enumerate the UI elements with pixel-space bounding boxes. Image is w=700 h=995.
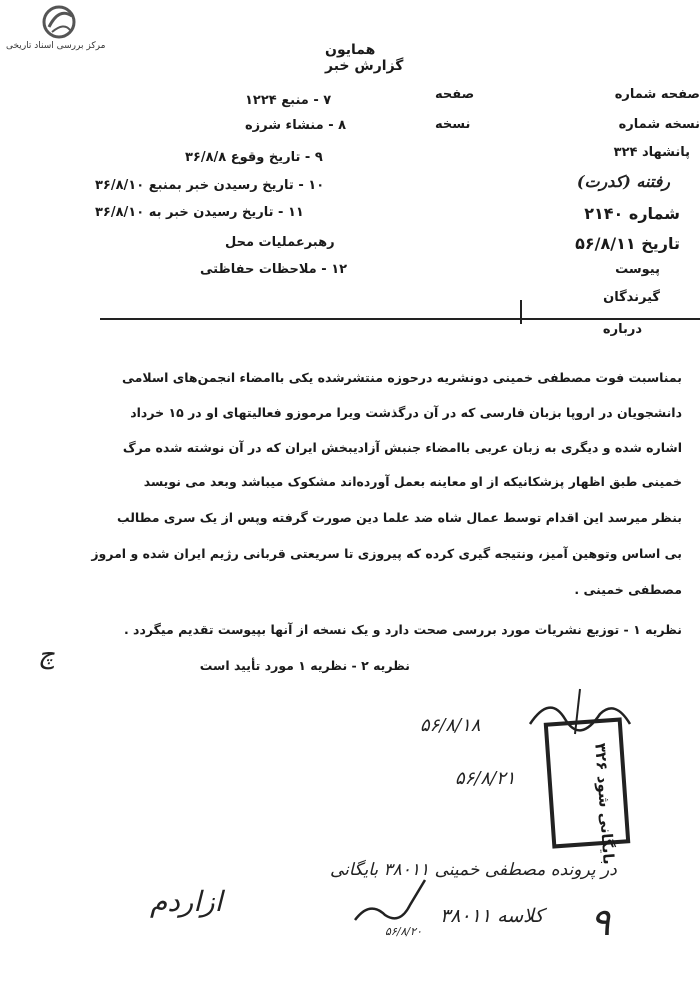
field-security-notes: ۱۲ - ملاحظات حفاظتی <box>200 262 348 277</box>
lead-field: پانشهاد ۳۲۴ <box>613 145 690 160</box>
body-line-3: اشاره شده و دیگری به زبان عربی باامضاء جنبش آزادیبخش ایران که در آن نوشته شده مرگ <box>122 440 682 455</box>
recipients-label: گیرندگان <box>603 290 660 305</box>
about-label: درباره <box>602 322 642 337</box>
logo-text: مرکز بررسی اسناد تاریخی <box>6 41 106 51</box>
handwritten-page-number: ۹ <box>590 900 611 944</box>
body-line-7: مصطفی خمینی . <box>574 582 682 597</box>
report-title: گزارش خبر <box>325 58 404 74</box>
note-1: نظریه ۱ - توزیع نشریات مورد بررسی صحت دارد و یک نسخه از آنها بپیوست تقدیم میگردد . <box>123 622 682 637</box>
date-field: تاریخ ۵۶/۸/۱۱ <box>575 234 680 253</box>
handwritten-date-2: ۵۶/۸/۲۱ <box>455 768 516 789</box>
page-label: صفحه <box>435 87 475 102</box>
handwritten-archive-note: در پرونده مصطفی خمینی ۳۸۰۱۱ بایگانی <box>330 860 617 880</box>
copy-label: نسخه <box>435 117 471 132</box>
header-line1: همایون <box>325 42 376 58</box>
signature-mark-icon <box>520 684 650 744</box>
body-line-4: خمینی طبق اظهار پزشکانیکه از او معاینه بعمل آورده‌اند مشکوک میباشد وبعد می نویسد <box>143 474 682 489</box>
divider-tick <box>520 300 522 324</box>
note-2: نظریه ۲ - نظریه ۱ مورد تأیید است <box>199 658 410 673</box>
number-field: شماره ۲۱۴۰ <box>584 204 680 223</box>
field-source: ۷ - منبع ۱۲۲۴ <box>245 93 332 108</box>
field-occurrence-date: ۹ - تاریخ وقوع ۳۶/۸/۸ <box>185 150 323 165</box>
divider-line <box>100 318 700 320</box>
attachment-label: پیوست <box>615 262 660 277</box>
local-chief-label: رهبرعملیات محل <box>225 235 335 250</box>
body-line-5: بنظر میرسد این اقدام توسط عمال شاه ضد علما دین صورت گرفته وپس از یک سری مطالب <box>116 510 682 525</box>
signature-date: ۵۶/۸/۱۸ <box>420 715 481 736</box>
field-received-date: ۱۱ - تاریخ رسیدن خبر به ۳۶/۸/۱۰ <box>95 205 304 220</box>
stamp-text: بایگانی شود ۳۲۶ <box>591 742 618 866</box>
field-received-source-date: ۱۰ - تاریخ رسیدن خبر بمنبع ۳۶/۸/۱۰ <box>95 178 325 193</box>
handwritten-class-number: کلاسه ۳۸۰۱۱ <box>440 905 544 927</box>
body-line-6: بی اساس وتوهین آمیز، ونتیجه گیری کرده که پیروزی تا سریعتی قربانی رژیم ایران شده و امروز <box>91 546 682 561</box>
body-line-2: دانشجویان در اروپا بزبان فارسی که در آن درگذشت ویرا مرموزو فعالیتهای او در ۱۵ خرداد <box>130 405 682 420</box>
body-line-1: بمناسبت فوت مصطفی خمینی دونشریه درحوزه منتشرشده یکی باامضاء انجمن‌های اسلامی <box>121 370 682 385</box>
set-field: رفتنه (کدرت) <box>576 172 670 191</box>
page-number-label: صفحه شماره <box>614 87 700 102</box>
handwritten-left-word: ازاردم <box>150 885 223 918</box>
copy-number-label: نسخه شماره <box>618 117 700 132</box>
margin-mark: چ <box>38 640 55 670</box>
field-origin: ۸ - منشاء شرزه <box>245 118 347 133</box>
handwritten-small-date: ۵۶/۸/۲۰ <box>385 925 422 938</box>
